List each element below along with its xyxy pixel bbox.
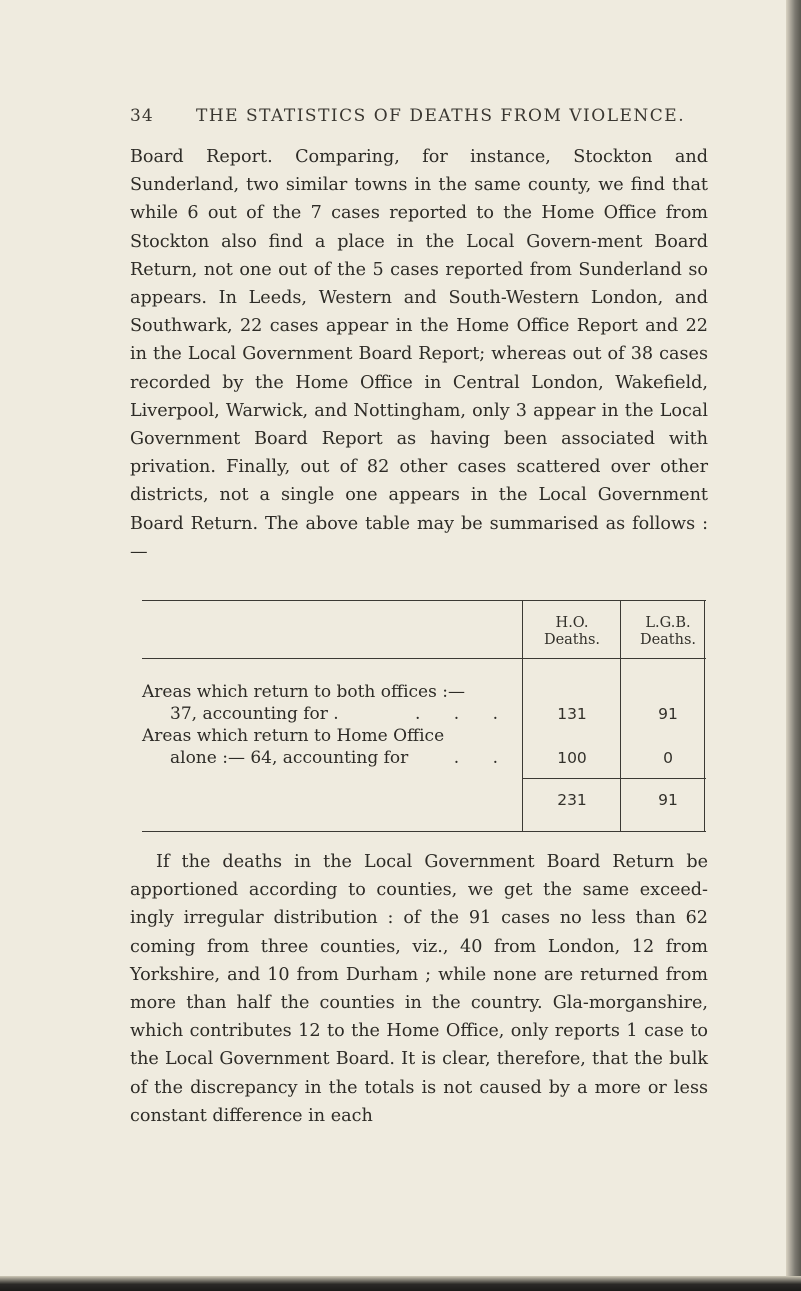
row-2-leaders: . . (453, 748, 512, 768)
page-number: 34 (130, 106, 154, 126)
column-header-ho (524, 615, 620, 649)
row-1-ho-value: 131 (557, 705, 587, 723)
running-header (130, 106, 700, 126)
row-1-label-line-1: Areas which return to both offices :— (142, 682, 465, 702)
total-ho-value: 231 (557, 791, 587, 809)
column-header-lgb (620, 615, 716, 649)
row-2-lgb-value: 0 (663, 749, 673, 767)
body-paragraph-1: Board Report. Comparing, for instance, Stockton and Sunderland, two similar towns in the same county, we find that while 6 out of the 7 cases reported to the Home Office from Stockton also find a place in the Local Govern-ment Board Return, not one out of the 5 cases reported from Sunderland so appears. In Leeds, Western and South-Western London, and Southwark, 22 cases appear in the Home Office Report and 22 in the Local Government Board Report; whereas out of 38 cases recorded by the Home Office in Central London, Wakefield, Liverpool, Warwick, and Nottingham, only 3 appear in the Local Government Board Report as having been associated with privation. Finally, out of 82 other cases scattered over other districts, not a single one appears in the Local Government Board Return. The above table may be summarised as follows :— (130, 147, 708, 562)
running-title: THE STATISTICS OF DEATHS FROM VIOLENCE. (196, 106, 686, 126)
row-1-leaders: . . . (414, 704, 512, 724)
summary-table (142, 600, 706, 832)
lgb-header-abbrev: L.G.B. (645, 615, 691, 631)
table-divider-1 (522, 601, 523, 831)
total-rule (522, 778, 706, 779)
header-separator (142, 658, 706, 659)
page-edge-shadow-right (786, 0, 801, 1291)
lgb-header-deaths: Deaths. (639, 632, 697, 648)
page-edge-shadow-bottom (0, 1276, 801, 1291)
row-1-label-text: 37, accounting for . (170, 704, 339, 724)
row-1-label-line-2 (170, 704, 512, 724)
total-lgb-value: 91 (658, 791, 678, 809)
row-2-label-line-1: Areas which return to Home Office (142, 726, 445, 746)
ho-header-deaths: Deaths. (543, 632, 601, 648)
row-2-label-text: alone :— 64, accounting for (170, 748, 409, 768)
body-paragraph-2: If the deaths in the Local Government Board Return be apportioned according to counties, we get the same exceed-ingly irregular distribution : of the 91 cases no less than 62 coming from three counties, viz., 40 from London, 12 from Yorkshire, and 10 from Durham ; while none are returned from more than half the counties in the country. Gla-morganshire, which contributes 12 to the Home Office, only reports 1 case to the Local Government Board. It is clear, therefore, that the bulk of the discrepancy in the totals is not caused by a more or less constant difference in each (130, 852, 708, 1126)
row-2-label-line-2 (170, 748, 512, 768)
row-2-ho-value: 100 (557, 749, 587, 767)
ho-header-abbrev: H.O. (555, 615, 589, 631)
row-1-lgb-value: 91 (658, 705, 678, 723)
